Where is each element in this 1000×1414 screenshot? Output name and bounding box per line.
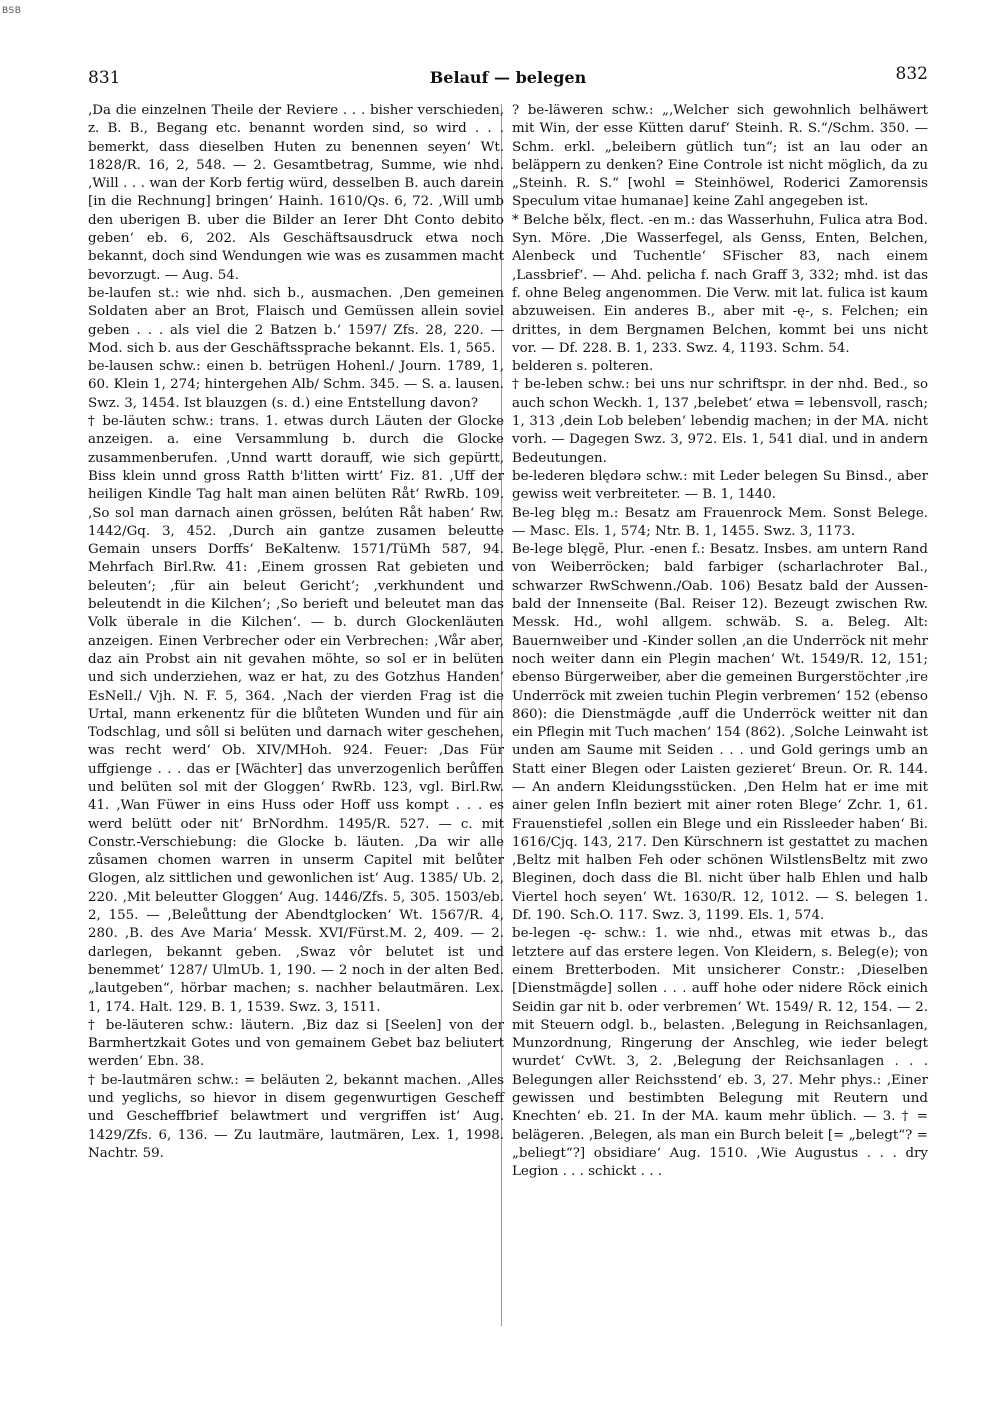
entry-belderen: belderen s. polteren. [512, 359, 654, 375]
page-header [88, 66, 928, 94]
page-number-left: 831 [88, 68, 121, 88]
entry-belaufen: be-laufen st.: wie nhd. sich b., ausmachen. ‚Den gemeinen Soldaten aber an Brot, Flaisch und Gemüssen allein soviel geben . . . als viel die 2 Batzen b.‘ 1597/ Zfs. 28, 220. — Mod. sich b. aus der Geschäftssprache bekannt. Els. 1, 565. [88, 285, 504, 356]
entry-belche: * Belche bělx, flect. -en m.: das Wasserhuhn, Fulica atra Bod. Syn. Möre. ‚Die Wasserfegel, als Genss, Enten, Belchen, Alenbeck und Tuchentle‘ SFischer 83, nach einem ‚Lassbrief‘. — Ahd. pelicha f. nach Graff 3, 332; mhd. ist das f. ohne Beleg angenommen. Die Verw. mit lat. fulica ist kaum abzuweisen. Ein anderes B., aber mit -ę-, s. Felchen; ein drittes, in dem Bergnamen Belchen, kommt bei uns nicht vor. — Df. 228. B. 1, 233. Swz. 4, 1193. Schm. 54. [512, 212, 928, 356]
entry-beleben: † be-leben schw.: bei uns nur schriftspr. in der nhd. Bed., so auch schon Weckh. 1, 137 ‚belebet‘ etwa = lebensvoll, rasch; 1, 313 ‚dein Lob beleben‘ lebendig machen; in der MA. nicht vorh. — Dagegen Swz. 3, 972. Els. 1, 541 dial. und in andern Bedeutungen. [512, 377, 928, 466]
entry-belegen: be-legen -ę- schw.: 1. wie nhd., etwas mit etwas b., das letztere auf das erstere legen. Von Kleidern, s. Beleg(e); von einem Bretterboden. Mit unsicherer Constr.: ‚Dieselben [Dienstmägde] sollen . . . auff hohe oder nidere Röck einich Seidin gar nit b. oder verbremen‘ Wt. 1549/ R. 12, 154. — 2. mit Steuern odgl. b., belasten. ‚Belegung in Reichsanlagen, Munzordnung, Ringerung der Anschleg, wie ieder belegt wurdet‘ CvWt. 3, 2. ‚Belegung der Reichsanlagen . . . Belegungen aller Reichsstend‘ eb. 3, 27. Mehr phys.: ‚Einer gewissen und bestimbten Belegung mit Reutern und Knechten‘ eb. 21. In der MA. kaum mehr üblich. — 3. † = belägeren. ‚Belegen, als man ein Burch beleit [= „belegt“? = „beliegt“?] obsidiare‘ Aug. 1510. ‚Wie Augustus . . . dry Legion . . . schickt . . . [512, 926, 928, 1180]
entry-belederen: be-lederen blędərə schw.: mit Leder belegen Su Binsd., aber gewiss weit verbreiteter. — B. 1, 1440. [512, 468, 928, 503]
entry-belaeuteren: † be-läuteren schw.: läutern. ‚Biz daz si [Seelen] von der Barmhertzkait Gotes und von gemainem Gebet baz beliutert werden‘ Ebn. 38. [88, 1017, 504, 1070]
entry-belautmaeren: † be-lautmären schw.: = beläuten 2, bekannt machen. ‚Alles und yeglichs, so hievor in disem gegenwurtigen Gescheff und Gescheffbrief belawtmert und vergriffen ist‘ Aug. 1429/Zfs. 6, 136. — Zu lautmäre, lautmären, Lex. 1, 1998. Nachtr. 59. [88, 1072, 504, 1161]
entry-belauf-continued: ‚Da die einzelnen Theile der Reviere . . . bisher verschieden, z. B. B., Begang etc. benannt worden sind, so wird . . . bemerkt, dass dieselben Huten zu benennen seyen‘ Wt. 1828/R. 16, 2, 548. — 2. Gesamtbetrag, Summe, wie nhd. ‚Will . . . wan der Korb fertig würd, desselben B. auch darein [in die Rechnung] bringen‘ Hainh. 1610/Qs. 6, 72. ‚Will umb den uberigen B. uber die Bilder an Ierer Dht Conto debito geben‘ eb. 6, 202. Als Geschäftsausdruck etwa noch bekannt, doch sind Wendungen wie was es zusammen macht bevorzugt. — Aug. 54. [88, 103, 504, 283]
entry-belaeuten: † be-läuten schw.: trans. 1. etwas durch Läuten der Glocke anzeigen. a. eine Versammlung b. durch die Glocke zusammenberufen. ‚Unnd wartt dorauff, wie sich gepürtt, Biss klein unnd gross Ratth b'litten wirtt‘ Fiz. 81. ‚Uff der heiligen Kindle Tag halt man ainen belüten Råt‘ RwRb. 109. ‚So sol man darnach ainen grössen, belúten Råt haben‘ Rw. 1442/Gq. 3, 452. ‚Durch ain gantze zusamen beleutte Gemain unsers Dorffs‘ BeKaltenw. 1571/TüMh 587, 94. Mehrfach Birl.Rw. 41: ‚Einem grossen Rat gebieten und beleuten‘; ‚für ain beleut Gericht‘; ‚verkhundent und beleutendt in die Kilchen‘; ‚So berieft und beleutet man das Volk überale in die Kilchen‘. — b. durch Glockenläuten anzeigen. Einen Verbrecher oder ein Verbrechen: ‚Wår aber, daz ain Probst ain nit gevahen möhte, so sol er in belüten und sich underziehen, waz er hat, zu des Gotzhus Handen‘ EsNell./ Vjh. N. F. 5, 364. ‚Nach der vierden Frag ist die Urtal, mann erkenentz für die blůteten Wunden und für ain Todschlag, und sôll si belüten und darnach witer geschehen, was recht werd‘ Ob. XIV/MHoh. 924. Feuer: ‚Das Für uffgienge . . . das er [Wächter] das unverzogenlich berůffen und belüten sol mit der Gloggen‘ RwRb. 123, vgl. Birl.Rw. 41. ‚Wan Füwer in eins Huss oder Hoff uss kompt . . . es werd belütt oder nit‘ BrNordhm. 1495/R. 527. — c. mit Constr.-Verschiebung: die Glocke b. läuten. ‚Da wir alle zůsamen chomen warren in unserm Capitel mit belůter Glogen, alz sittlichen und gewonlichen ist‘ Aug. 1385/ Ub. 2, 220. ‚Mit beleutter Gloggen‘ Aug. 1446/Zfs. 5, 305. 1503/eb. 2, 155. — ‚Beleůttung der Abendtglocken‘ Wt. 1567/R. 4, 280. ‚B. des Ave Maria‘ Messk. XVI/Fürst.M. 2, 409. — 2. darlegen, bekannt geben. ‚Swaz vôr belutet ist und benemmet‘ 1287/ UlmUb. 1, 190. — 2 noch in der alten Bed. „lautgeben“, hörbar machen; s. nachher belautmären. Lex. 1, 174. Halt. 129. B. 1, 1539. Swz. 3, 1511. [88, 414, 504, 1015]
left-column [88, 102, 504, 1163]
page-number-right: 832 [895, 64, 928, 84]
watermark-logo: BSB [2, 6, 22, 16]
right-column [512, 102, 928, 1182]
entry-belausen: be-lausen schw.: einen b. betrügen Hohenl./ Journ. 1789, 1, 60. Klein 1, 274; hintergehen Alb/ Schm. 345. — S. a. lausen. Swz. 3, 1454. Ist blauzgen (s. d.) eine Entstellung davon? [88, 359, 504, 411]
entry-beleg: Be-leg blęg m.: Besatz am Frauenrock Mem. Sonst Belege. — Masc. Els. 1, 574; Ntr. B. 1, 1455. Swz. 3, 1173. [512, 505, 928, 539]
entry-belege: Be-lege blęgĕ, Plur. -enen f.: Besatz. Insbes. am untern Rand von Weiberröcken; bald farbiger (scharlachroter Bal., schwarzer RwSchwenn./Oab. 106) Besatz bald der Aussen- bald der Innenseite (Bal. Reiser 12). Bezeugt zwischen Rw. Messk. Hd., wohl allgem. schwäb. S. a. Beleg. Alt: Bauernweiber und -Kinder sollen ‚an die Underröck nit mehr noch weiter dann ein Plegin machen‘ Wt. 1549/R. 12, 151; ebenso Bürgerweiber, aber die gemeinen Burgerstöchter ‚ire Underröck mit zweien tuchin Plegin verbremen‘ 152 (ebenso 860): die Dienstmägde ‚auff die Underröck weitter nit dan ein Pflegin mit Tuch machen‘ 154 (862). ‚Solche Leinwaht ist unden am Saume mit Seiden . . . und Gold gerings umb an Statt einer Blegen oder Laisten gezieret‘ Breun. Or. R. 144. — An andern Kleidungsstücken. ‚Den Helm hat er ime mit ainer gelen Infln beziert mit ainer roten Blege‘ Zchr. 1, 61. Frauenstiefel ‚sollen ein Blege und ein Rissleeder haben‘ Bi. 1616/Cjq. 143, 217. Den Kürschnern ist gestattet zu machen ‚Beltz mit halben Feh oder schönen WilstlensBeltz mit zwo Bleginen, doch dass die Bl. nicht über halb Ehlen und halb Viertel hoch seyen‘ Wt. 1630/R. 12, 1012. — S. belegen 1. Df. 190. Sch.O. 117. Swz. 3, 1199. Els. 1, 574. [512, 542, 928, 924]
entry-belaeweren: ? be-läweren schw.: „‚Welcher sich gewohnlich belhäwert mit Win, der esse Kütten daruf‘ Steinh. R. S.“/Schm. 350. — Schm. erkl. „beleibern gütlich tun“; ist an lau oder an beläppern zu denken? Eine Controle ist nicht möglich, da zu „Steinh. R. S.“ [wohl = Steinhöwel, Roderici Zamorensis Speculum vitae humanae] keine Zahl angegeben ist. [512, 103, 928, 210]
running-title: Belauf — belegen [429, 68, 587, 87]
